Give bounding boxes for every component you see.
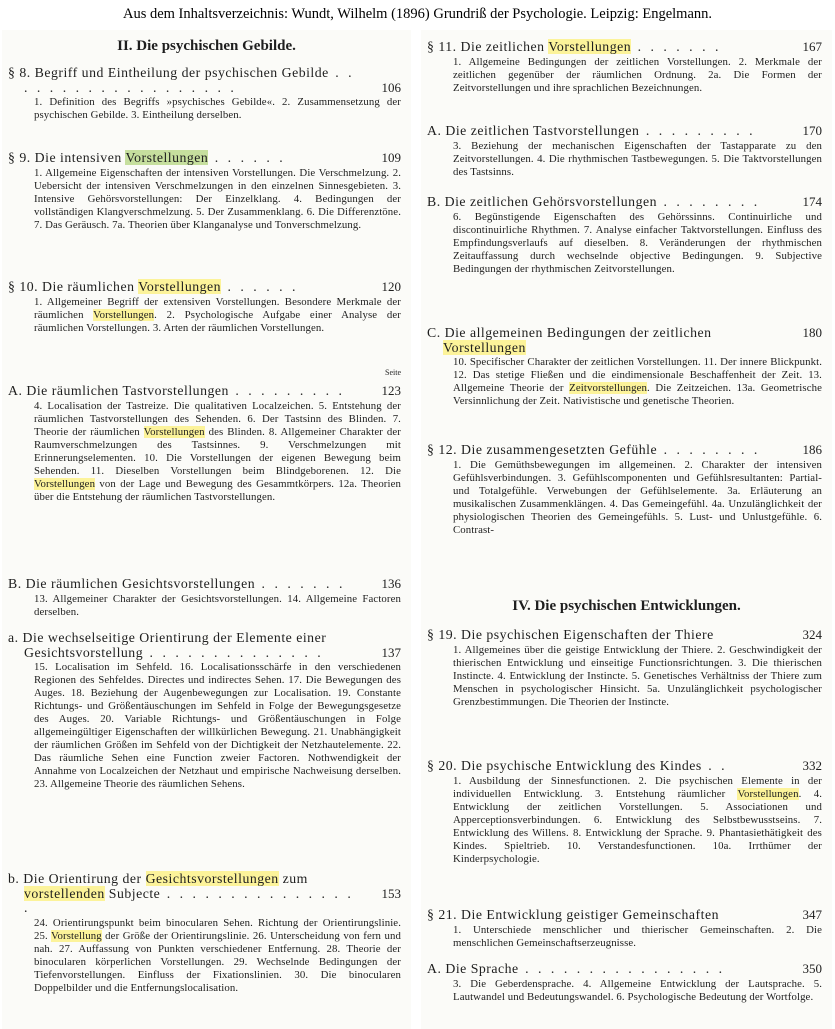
page-number: 174 (802, 194, 822, 209)
toc-entry-a-tast: A. Die räumlichen Tastvorstellungen . . . . . . . . . 123 4. Localisation der Tastreize. Die qualitativen Localzeichen. 5. Entstehung der räumlichen Tastvorstellungen des Sehenden. 6. Der Tastsinn des Blinden. 7. Theorie der räumlichen Vorstellungen des Blinden. 8. Allgemeiner Charakter der Raumverschmelzungen des Tastsinnes. 9. Verschmelzungen mit Erinnerungselementen. 10. Die Vorstellungen der eigenen Bewegung beim Sehenden. 11. Dieselben Vorstellungen beim Blindgeborenen. 12. Die Vorstellungen von der Lage und Bewegung des Gesammtkörpers. 12a. Theorien über die Entstehung der räumlichen Tastvorstellungen. (8, 384, 405, 504)
section-heading-iv: IV. Die psychischen Entwicklungen. (512, 598, 741, 614)
page-caption: Aus dem Inhaltsverzeichnis: Wundt, Wilhelm (1896) Grundriß der Psychologie. Leipzig: Engelmann. (122, 6, 713, 22)
page-number: 186 (802, 442, 822, 457)
highlight-yellow: vorstellenden (24, 885, 105, 901)
toc-entry-19: § 19. Die psychischen Eigenschaften der Thiere 324 1. Allgemeines über die geistige Entwicklung der Thiere. 2. Geschwindigkeit der thierischen Entwicklung und einseitige Functionsrichtungen. 3. Die thierischen Instincte. 4. Entwicklung der Instincte. 5. Genetisches Verhältniss der Thiere zum Menschen in psychologischer Hinsicht. 5a. Unzulänglichkeit psychologischer Grenzbestimmungen. Die Theorien der Instincte. (427, 628, 826, 709)
highlight-yellow: Vorstellungen (548, 39, 632, 54)
entry-description: 1. Allgemeine Bedingungen der zeitlichen Vorstellungen. 2. Merkmale der zeitlichen gegenüber der räumlichen Ordnung. 2a. Die Formen der Zeitvorstellungen und ihre sprachlichen Bezeichnungen. (453, 55, 822, 94)
entry-description: 4. Localisation der Tastreize. Die qualitativen Localzeichen. 5. Entstehung der räumlichen Tastvorstellungen des Sehenden. 6. Der Tastsinn des Blinden. 7. Theorie der räumlichen Vorstellungen des Blinden. 8. Allgemeiner Charakter der Raumverschmelzungen des Tastsinnes. 9. Verschmelzungen mit Erinnerungselementen. 10. Die Vorstellungen der eigenen Bewegung beim Sehenden. 11. Dieselben Vorstellungen beim Blindgeborenen. 12. Die Vorstellungen von der Lage und Bewegung des Gesammtkörpers. 12a. Theorien über die Entstehung der räumlichen Tastvorstellungen. (34, 399, 401, 503)
entry-description: 3. Beziehung der mechanischen Eigenschaften der Tastapparate zu den Zeitvorstellungen. 4. Die rhythmischen Tastbewegungen. 5. Die Taktvorstellungen des Tastsinns. (453, 139, 822, 178)
highlight-green: Vorstellungen (125, 150, 209, 165)
page-number: 109 (381, 150, 401, 165)
page-number: 167 (802, 39, 822, 54)
toc-entry-8: § 8. Begriff und Eintheilung der psychischen Gebilde . . . . . . . . . . . . . . . . . . . 106 1. Definition des Begriffs »psychisches Gebilde«. 2. Zusammensetzung der psychischen Gebilde. 3. Eintheilung derselben. (8, 66, 405, 122)
highlight-yellow: Vorstellungen (138, 279, 222, 294)
entry-description: 1. Ausbildung der Sinnesfunctionen. 2. Die psychischen Elemente in der individuellen Entwicklung. 3. Entstehung räumlicher Vorstellungen. 4. Entwicklung der zeitlichen Vorstellungen. 5. Associationen und Apperceptionsverbindungen. 6. Entwicklung des Selbstbewusstseins. 7. Entwicklung des Willens. 8. Entwicklung der Sprache. 9. Phantasiethätigkeit des Kindes. Spieltrieb. 10. Verstandesfunctionen. 10a. Irrthümer der Kinderpsychologie. (453, 774, 822, 865)
page-number: 123 (381, 383, 401, 398)
entry-description: 24. Orientirungspunkt beim binocularen Sehen. Richtung der Orientirungslinie. 25. Vorstellung der Größe der Orientirungslinie. 26. Unterscheidung von fern und nah. 27. Auffassung von Punkten verschiedener Entfernung. 28. Theorie der binocularen körperlichen Vorstellungen. 29. Wechselnde Bedingungen der Tiefenvorstellungen. Einfluss der Fixationslinien. 30. Die binocularen Doppelbilder und die Entfernungslocalisation. (34, 916, 401, 994)
right-page-scan (421, 30, 832, 1029)
toc-entry-12: § 12. Die zusammengesetzten Gefühle . . . . . . . . 186 1. Die Gemüthsbewegungen im allgemeinen. 2. Charakter der intensiven Gefühlsverbindungen. 3. Gefühlscomponenten und Gefühlsresultanten: Partial- und Totalgefühle. Verwebungen der Gefühlselemente. 3a. Erläuterung an musikalischen Zusammenklängen. 4. Das Gemeingefühl. 4a. Unzulänglichkeit der physiologischen Theorien des Gemeingefühls. 5. Lust- und Unlustgefühle. 6. Contrast- (427, 443, 826, 537)
toc-entry-b-orientirung: b. Die Orientirung der Gesichtsvorstellungen zum vorstellenden Subjecte . . . . . . . . . . . . . . . . 153 24. Orientirungspunkt beim binocularen Sehen. Richtung der Orientirungslinie. 25. Vorstellung der Größe der Orientirungslinie. 26. Unterscheidung von fern und nah. 27. Auffassung von Punkten verschiedener Entfernung. 28. Theorie der binocularen körperlichen Vorstellungen. 29. Wechselnde Bedingungen der Tiefenvorstellungen. Einfluss der Fixationslinien. 30. Die binocularen Doppelbilder und die Entfernungslocalisation. (8, 872, 405, 995)
toc-entry-20: § 20. Die psychische Entwicklung des Kindes . . 332 1. Ausbildung der Sinnesfunctionen. 2. Die psychischen Elemente in der individuellen Entwicklung. 3. Entstehung räumlicher Vorstellungen. 4. Entwicklung der zeitlichen Vorstellungen. 5. Associationen und Apperceptionsverbindungen. 6. Entwicklung des Selbstbewusstseins. 7. Entwicklung des Willens. 8. Entwicklung der Sprache. 9. Phantasiethätigkeit des Kindes. Spieltrieb. 10. Verstandesfunctionen. 10a. Irrthümer der Kinderpsychologie. (427, 759, 826, 866)
entry-description: 13. Allgemeiner Charakter der Gesichtsvorstellungen. 14. Allgemeine Factoren derselben. (34, 592, 401, 618)
toc-entry-a-zeit-tast: A. Die zeitlichen Tastvorstellungen . . . . . . . . . 170 3. Beziehung der mechanischen Eigenschaften der Tastapparate zu den Zeitvorstellungen. 4. Die rhythmischen Tastbewegungen. 5. Die Taktvorstellungen des Tastsinns. (427, 124, 826, 179)
page-number: 180 (802, 325, 822, 340)
page-number: 332 (802, 758, 822, 773)
highlight-yellow: Vorstellungen (143, 425, 205, 438)
entry-description: 10. Specifischer Charakter der zeitlichen Vorstellungen. 11. Der innere Blickpunkt. 12. Das stetige Fließen und die eindimensionale Beschaffenheit der Zeit. 13. Allgemeine Theorie der Zeitvorstellungen. Die Zeitzeichen. 13a. Geometrische Versinnlichung der Zeit. Nativistische und genetische Theorien. (453, 356, 822, 407)
toc-entry-c-bedingungen: C. Die allgemeinen Bedingungen der zeitlichen Vorstellungen 180 10. Specifischer Charakter der zeitlichen Vorstellungen. 11. Der innere Blickpunkt. 12. Das stetige Fließen und die eindimensionale Beschaffenheit der Zeit. 13. Allgemeine Theorie der Zeitvorstellungen. Die Zeitzeichen. 13a. Geometrische Versinnlichung der Zeit. Nativistische und genetische Theorien. (427, 326, 826, 408)
highlight-yellow: Vorstellungen (737, 787, 799, 800)
toc-entry-a-sprache: A. Die Sprache . . . . . . . . . . . . . . . . 350 3. Die Geberdensprache. 4. Allgemeine Entwicklung der Lautsprache. 5. Lautwandel und Bedeutungswandel. 6. Psychologische Bedeutung der Wortfolge. (427, 962, 826, 1004)
highlight-yellow: Vorstellungen (93, 308, 155, 321)
page-number: 350 (802, 961, 822, 976)
highlight-yellow: Vorstellung (51, 929, 102, 942)
highlight-yellow: Zeitvorstellungen (569, 382, 648, 394)
entry-description: 1. Die Gemüthsbewegungen im allgemeinen. 2. Charakter der intensiven Gefühlsverbindungen. 3. Gefühlscomponenten und Gefühlsresultanten: Partial- und Totalgefühle. Verwebungen der Gefühlselemente. 3a. Erläuterung an musikalischen Zusammenklängen. 4. Das Gemeingefühl. 4a. Unzulänglichkeit der physiologischen Theorien des Gemeingefühls. 5. Lust- und Unlustgefühle. 6. Contrast- (453, 458, 822, 536)
entry-description: 3. Die Geberdensprache. 4. Allgemeine Entwicklung der Lautsprache. 5. Lautwandel und Bedeutungswandel. 6. Psychologische Bedeutung der Wortfolge. (453, 977, 822, 1003)
entry-description: 6. Begünstigende Eigenschaften des Gehörssinns. Continuirliche und discontinuirliche Rhythmen. 7. Analyse einfacher Taktvorstellungen. Einfluss des Empfindungsverlaufs auf dieselben. 8. Veränderungen der rhythmischen Zeitauffassung durch wechselnde objective Bedingungen. 9. Subjective Bedingungen der rhythmischen Zeitvorstellungen. (453, 210, 822, 275)
highlight-yellow: Vorstellungen (34, 477, 96, 490)
toc-entry-10: § 10. Die räumlichen Vorstellungen . . . . . . 120 1. Allgemeiner Begriff der extensiven Vorstellungen. Besondere Merkmale der räumlichen Vorstellungen. 2. Psychologische Aufgabe einer Analyse der räumlichen Vorstellungen. 3. Arten der räumlichen Vorstellungen. (8, 280, 405, 335)
page-number: 136 (381, 576, 401, 591)
page-number: 120 (381, 279, 401, 294)
page-number: 170 (802, 123, 822, 138)
page-number: 153 (381, 886, 401, 901)
entry-description: 1. Allgemeiner Begriff der extensiven Vorstellungen. Besondere Merkmale der räumlichen Vorstellungen. 2. Psychologische Aufgabe einer Analyse der räumlichen Vorstellungen. 3. Arten der räumlichen Vorstellungen. (34, 295, 401, 334)
page-number: 347 (802, 907, 822, 922)
toc-entry-21: § 21. Die Entwicklung geistiger Gemeinschaften 347 1. Unterschiede menschlicher und thierischer Gemeinschaften. 2. Die menschlichen Gemeinschaftserzeugnisse. (427, 908, 826, 950)
toc-entry-9: § 9. Die intensiven Vorstellungen . . . . . . 109 1. Allgemeine Eigenschaften der intensiven Vorstellungen. Die Verschmelzung. 2. Uebersicht der intensiven Verschmelzungen in den einzelnen Sinnesgebieten. 3. Intensive Gehörsvorstellungen: Der Einzelklang. 4. Bedingungen der vollständigen Klangverschmelzung. 5. Der Zusammenklang. 6. Die Differenztöne. 7. Das Geräusch. 7a. Theorien über Klanganalyse und Tonverschmelzung. (8, 151, 405, 232)
highlight-yellow: Vorstellungen (443, 339, 526, 355)
entry-description: 1. Unterschiede menschlicher und thierischer Gemeinschaften. 2. Die menschlichen Gemeinschaftserzeugnisse. (453, 923, 822, 949)
seite-label: Seite (385, 368, 401, 377)
toc-entry-a-orientirung: a. Die wechselseitige Orientirung der Elemente einer Gesichtsvorstellung . . . . . . . . . . . . . . 137 15. Localisation im Sehfeld. 16. Localisationsschärfe in den verschiedenen Regionen des Sehfeldes. Directes und indirectes Sehen. 17. Die Bewegungen des Auges. 18. Beziehung der Augenbewegungen zur Localisation. 19. Constante Richtungs- und Größentäuschungen im Sehfeld in Folge der Bewegungsgesetze des Auges. 20. Variable Richtungs- und Größentäuschungen in Folge allgemeingültiger Eigenschaften der willkürlichen Bewegung. 21. Unabhängigkeit der räumlichen Größen im Sehfeld von der Dichtigkeit der Netzhautelemente. 22. Das räumliche Sehen eine Function zweier Factoren. Nothwendigkeit der Annahme von Localzeichen der Netzhaut und empirische Nachweisung derselben. 23. Allgemeine Theorie des räumlichen Sehens. (8, 631, 405, 791)
entry-description: 1. Allgemeines über die geistige Entwicklung der Thiere. 2. Geschwindigkeit der thierischen Entwicklung und einseitige Functionsrichtungen. 3. Die thierischen Instincte. 4. Entwicklung der Instincte. 5. Genetisches Verhältniss der Thiere zum Menschen in psychologischer Hinsicht. 5a. Unzulänglichkeit psychologischer Grenzbestimmungen. Die Theorien der Instincte. (453, 643, 822, 708)
toc-entry-b-zeit-gehoer: B. Die zeitlichen Gehörsvorstellungen . . . . . . . . 174 6. Begünstigende Eigenschaften des Gehörssinns. Continuirliche und discontinuirliche Rhythmen. 7. Analyse einfacher Taktvorstellungen. Einfluss des Empfindungsverlaufs auf dieselben. 8. Veränderungen der rhythmischen Zeitauffassung durch wechselnde objective Bedingungen. 9. Subjective Bedingungen der rhythmischen Zeitvorstellungen. (427, 195, 826, 276)
page-number: 324 (802, 627, 822, 642)
section-heading-ii: II. Die psychischen Gebilde. (117, 38, 296, 54)
page-number: 137 (381, 645, 401, 660)
left-page-scan (2, 30, 411, 1029)
toc-entry-b-gesicht: B. Die räumlichen Gesichtsvorstellungen . . . . . . . 136 13. Allgemeiner Charakter der Gesichtsvorstellungen. 14. Allgemeine Factoren derselben. (8, 577, 405, 619)
entry-description: 15. Localisation im Sehfeld. 16. Localisationsschärfe in den verschiedenen Regionen des Sehfeldes. Directes und indirectes Sehen. 17. Die Bewegungen des Auges. 18. Beziehung der Augenbewegungen zur Localisation. 19. Constante Richtungs- und Größentäuschungen im Sehfeld in Folge der Bewegungsgesetze des Auges. 20. Variable Richtungs- und Größentäuschungen in Folge allgemeingültiger Eigenschaften der willkürlichen Bewegung. 21. Unabhängigkeit der räumlichen Größen im Sehfeld von der Dichtigkeit der Netzhautelemente. 22. Das räumliche Sehen eine Function zweier Factoren. Nothwendigkeit der Annahme von Localzeichen der Netzhaut und empirische Nachweisung derselben. 23. Allgemeine Theorie des räumlichen Sehens. (34, 661, 401, 790)
highlight-yellow: Gesichtsvorstellungen (145, 871, 279, 886)
entry-description: 1. Allgemeine Eigenschaften der intensiven Vorstellungen. Die Verschmelzung. 2. Uebersicht der intensiven Verschmelzungen in den einzelnen Sinnesgebieten. 3. Intensive Gehörsvorstellungen: Der Einzelklang. 4. Bedingungen der vollständigen Klangverschmelzung. 5. Der Zusammenklang. 6. Die Differenztöne. 7. Das Geräusch. 7a. Theorien über Klanganalyse und Tonverschmelzung. (34, 166, 401, 231)
toc-entry-11: § 11. Die zeitlichen Vorstellungen . . . . . . . 167 1. Allgemeine Bedingungen der zeitlichen Vorstellungen. 2. Merkmale der zeitlichen gegenüber der räumlichen Ordnung. 2a. Die Formen der Zeitvorstellungen und ihre sprachlichen Bezeichnungen. (427, 40, 826, 95)
entry-description: 1. Definition des Begriffs »psychisches Gebilde«. 2. Zusammensetzung der psychischen Gebilde. 3. Eintheilung derselben. (34, 96, 401, 121)
page-number: 106 (381, 80, 401, 95)
